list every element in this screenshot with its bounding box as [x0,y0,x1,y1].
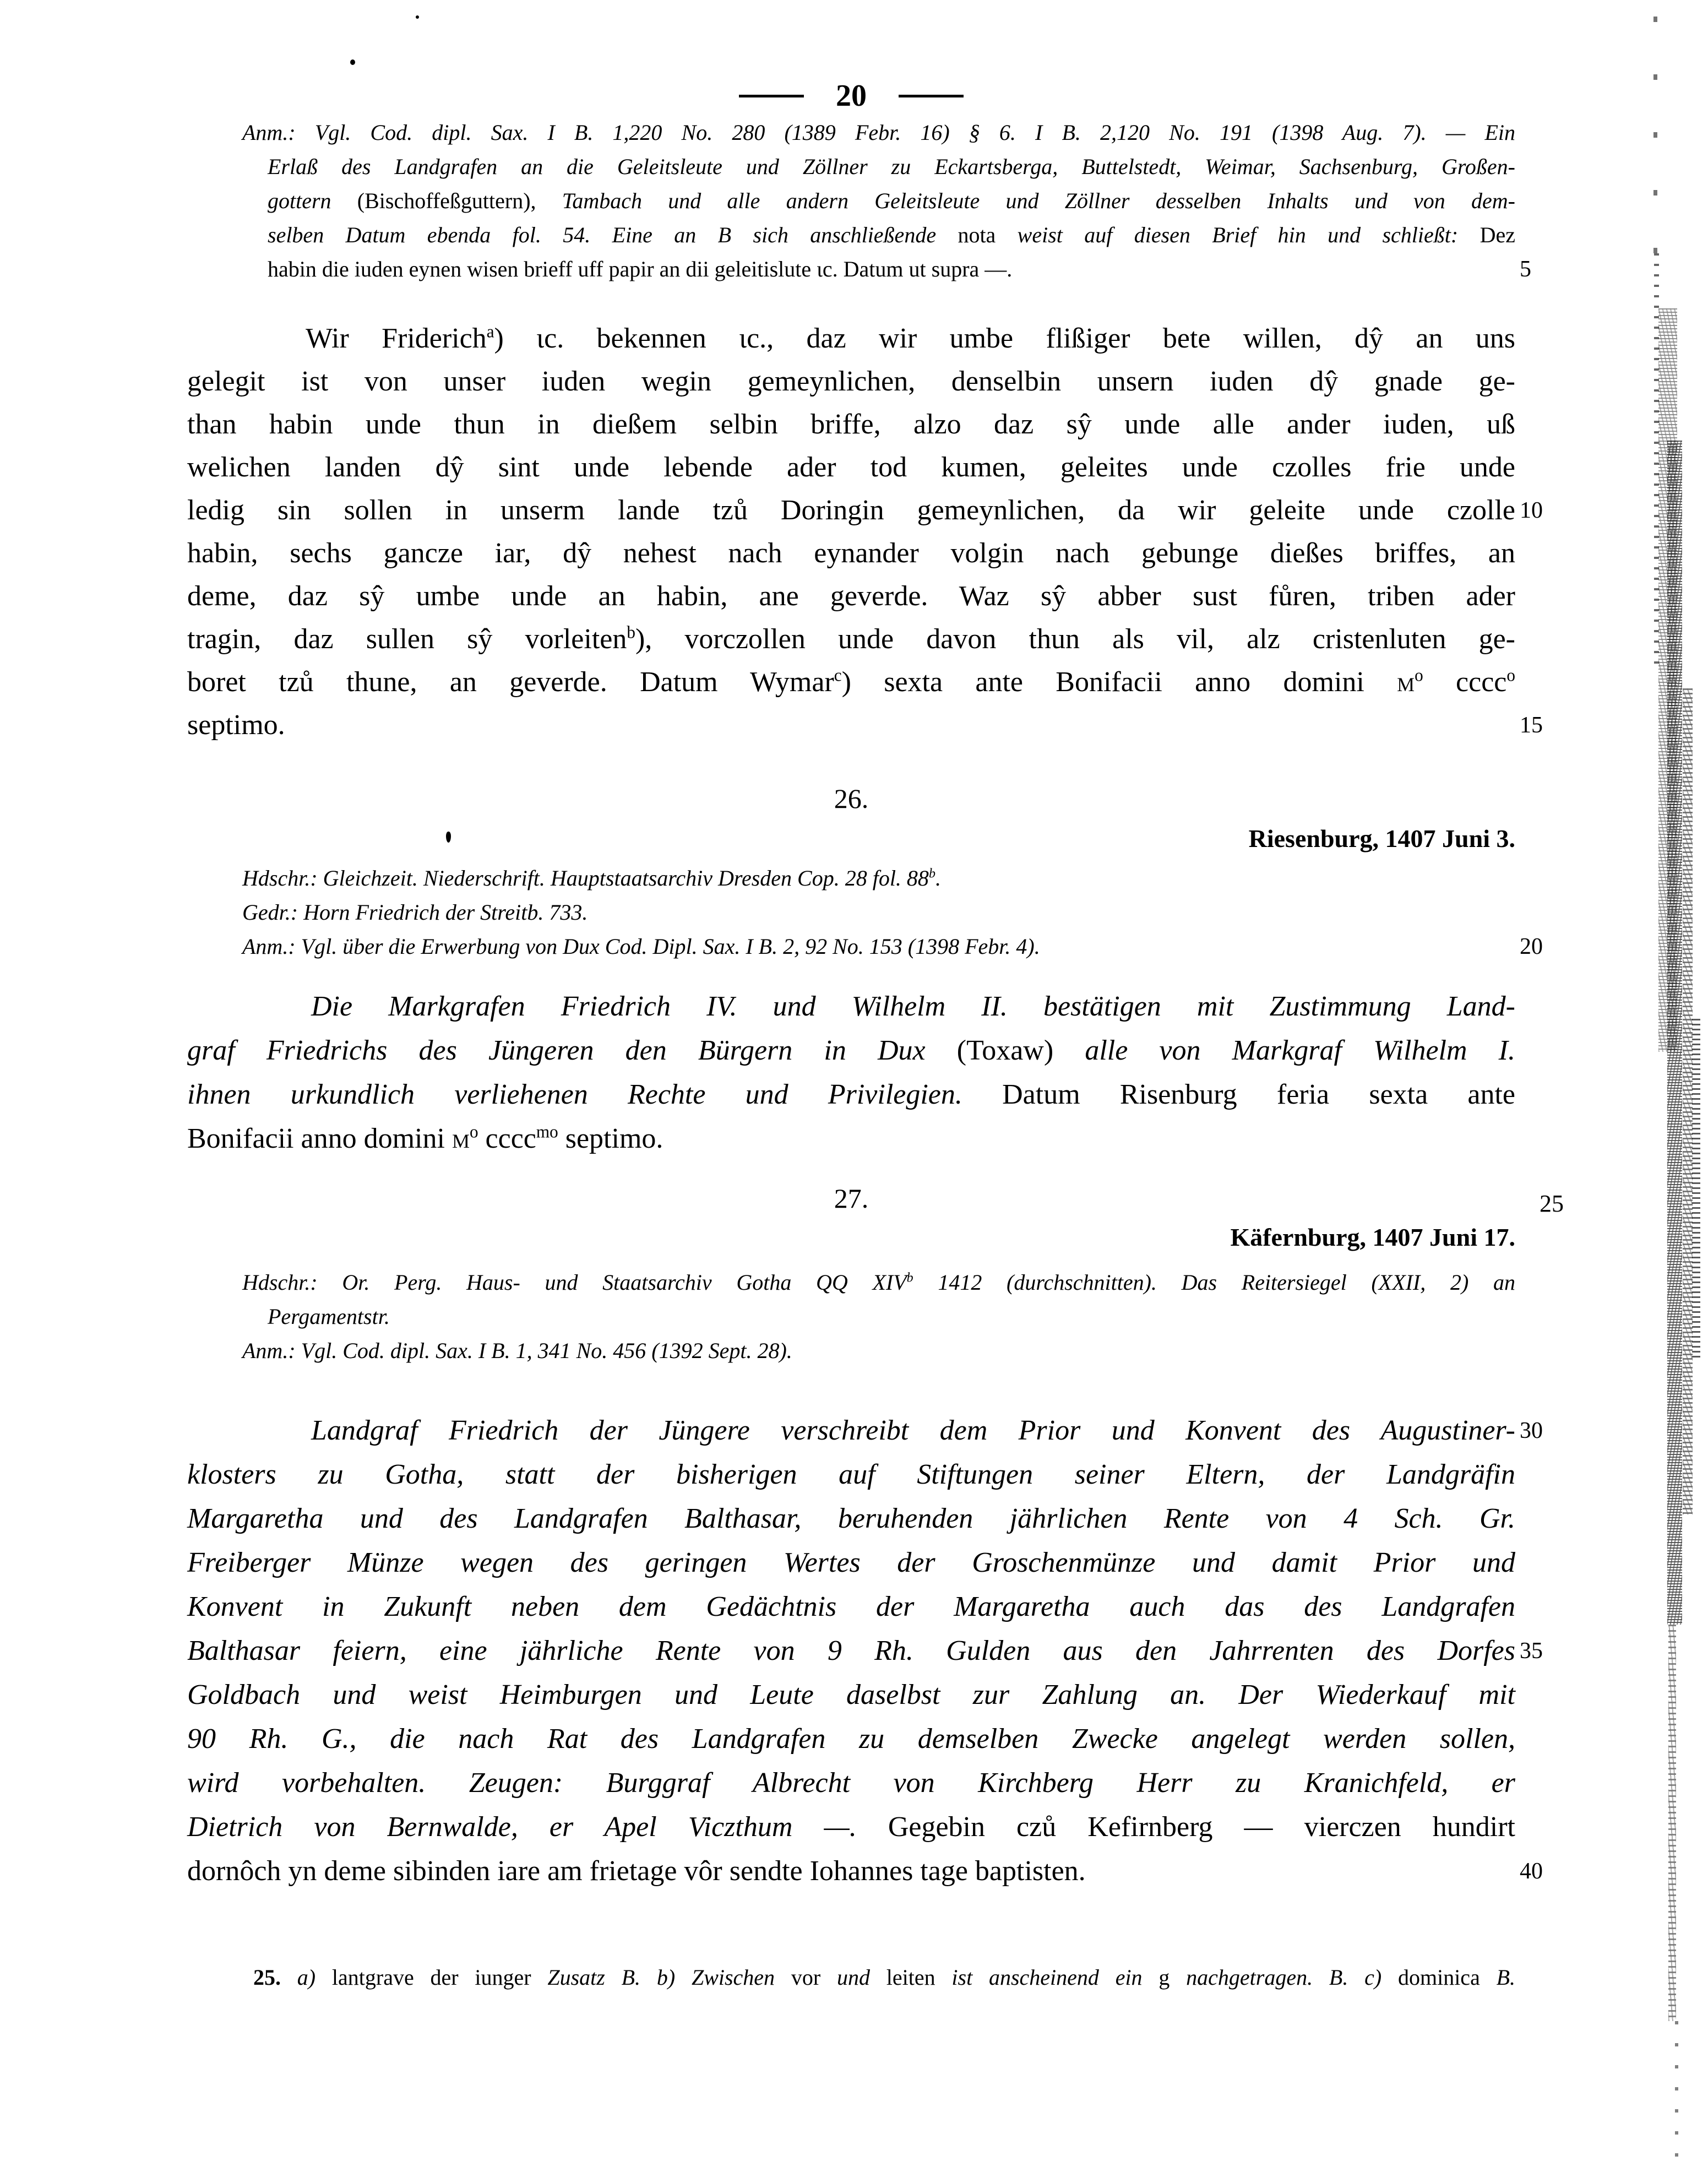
text-run: o [1506,665,1515,685]
entry-26-abstract [187,985,1515,1161]
text-line [187,403,1515,446]
header-rule-right [899,95,964,97]
scan-noise-stripe [1668,1625,1676,2021]
text-run: dominica [1397,1965,1497,1990]
text-line [187,446,1515,489]
text-run: B. [1496,1965,1516,1990]
text-line [187,1629,1543,1673]
text-run: Pergamentstr. [268,1304,390,1329]
text-line [187,1497,1515,1541]
text-run: nachgetragen. B. c) [1186,1965,1398,1990]
text-run: selben Datum ebenda fol. 54. Eine an B sich anschließende [268,222,958,247]
entry-25-text [187,317,1543,747]
text-run: Freiberger Münze wegen des geringen Wertes der Groschenmünze und damit Prior und [187,1547,1515,1578]
text-run: Konvent in Zukunft neben dem Gedächtnis der Margaretha auch das des Landgrafen [187,1591,1515,1622]
entry-26 [187,781,1543,1161]
text-line [187,1849,1543,1893]
text-line [242,218,1515,252]
text-run: 90 Rh. G., die nach Rat des Landgrafen zu demselben Zwecke angelegt werden sollen, [187,1723,1515,1755]
page-header [187,76,1515,116]
text-line [242,861,1515,895]
entry-26-source-notes [242,861,1543,964]
text-line [242,1334,1515,1368]
text-line [187,1541,1515,1585]
margin-line-number: 25 [1540,1190,1564,1217]
text-run: 1412 (durchschnitten). Das Reitersiegel (XXII, 2) an [913,1270,1515,1295]
text-run: b [627,622,635,642]
text-run: habin die iuden eynen wisen brieff uff papir an dii geleitislute ɩc. Datum ut supra —. [268,257,1013,281]
text-run: cccc [478,1123,536,1154]
scan-noise-stripe [1653,17,1657,253]
text-run: gottern [268,188,357,213]
text-run: c [834,665,842,685]
text-run: g [1158,1965,1187,1990]
entry-26-dateline: Riesenburg, 1407 Juni 3. [1248,824,1515,852]
text-run: a) [297,1965,332,1990]
text-line [187,1117,1515,1161]
text-run: Gedr.: Horn Friedrich der Streitb. 733. [242,900,588,925]
text-run: o [469,1122,478,1142]
text-run: a [486,322,494,341]
text-line [242,895,1515,930]
text-line [187,1029,1515,1073]
text-run: septimo. [187,709,285,741]
text-run: than habin unde thun in dießem selbin briffe, alzo daz sŷ unde alle ander iuden, uß [187,409,1515,440]
text-run: welichen landen dŷ sint unde lebende ader tod kumen, geleites unde czolles frie unde [187,452,1515,483]
text-run: m [452,1123,470,1154]
margin-line-number: 15 [1520,713,1543,738]
text-run: nota [958,222,1018,247]
text-run: . [935,866,941,890]
entry-27-dateline: Käfernburg, 1407 Juni 17. [1230,1223,1515,1251]
text-run: o [1415,665,1423,685]
entry-27-number [187,1181,1564,1217]
text-run: ) sexta ante Bonifacii anno domini [841,666,1397,698]
text-run: graf Friedrichs des Jüngeren den Bürgern in Dux [187,1035,957,1066]
margin-line-number: 30 [1520,1418,1543,1443]
text-run: Datum Risenburg feria sexta ante [1002,1079,1515,1110]
text-run: vor [791,1965,837,1990]
text-line [187,1453,1515,1497]
text-run: mo [536,1122,558,1142]
text-run: Erlaß des Landgrafen an die Geleitsleute und Zöllner zu Eckartsberga, Buttelstedt, Weimar, Sachsenburg, Großen- [268,154,1515,179]
text-run: boret tzů thune, an geverde. Datum Wymar [187,666,834,698]
scan-noise-stripe [1683,688,1693,1514]
text-line [187,532,1515,575]
text-run: b [928,866,935,881]
text-line [187,1673,1515,1717]
text-line [187,1805,1515,1849]
text-run: ledig sin sollen in unserm lande tzů Doringin gemeynlichen, da wir geleite unde czolle [187,495,1515,526]
text-line [187,489,1543,532]
text-line [187,1073,1515,1117]
text-run: und [836,1965,886,1990]
entry-26-number-label: 26. [834,783,869,814]
text-line [187,618,1515,661]
text-line [187,1761,1515,1805]
text-line [242,150,1515,184]
margin-line-number: 40 [1520,1859,1543,1884]
text-run: deme, daz sŷ umbe unde an habin, ane geverde. Waz sŷ abber sust fůren, triben ader [187,580,1515,612]
text-line [187,575,1515,618]
margin-line-number: 35 [1520,1638,1543,1664]
text-run: ), vorczollen unde davon thun als vil, alz cristenluten ge- [635,623,1516,655]
text-run: lantgrave der iunger [331,1965,548,1990]
text-run: weist auf diesen Brief hin und schließt: [1017,222,1480,247]
entry-25-source-note [242,116,1531,286]
margin-line-number: 20 [1520,934,1543,959]
text-run: alle von Markgraf Wilhelm I. [1085,1035,1515,1066]
scan-noise-stripe [1667,441,1682,1625]
text-run: septimo. [558,1123,663,1154]
text-line [187,1409,1543,1453]
text-run: Bonifacii anno domini [187,1123,452,1154]
text-run: Die Markgrafen Friedrich IV. und Wilhelm II. bestätigen mit Zustimmung Land- [311,991,1515,1022]
text-line [242,1300,1515,1334]
text-run: Goldbach und weist Heimburgen und Leute daselbst zur Zahlung an. Der Wiederkauf mit [187,1679,1515,1710]
text-run: (Toxaw) [956,1035,1085,1066]
text-run: klosters zu Gotha, statt der bisherigen auf Stiftungen seiner Eltern, der Landgräfin [187,1459,1515,1490]
entry-26-number [187,781,1515,816]
text-run: Dez [1479,222,1515,247]
entry-27-number-label: 27. [834,1183,869,1214]
text-run: Tambach und alle andern Geleitsleute und Zöllner desselben Inhalts und von dem- [562,188,1515,213]
text-run: Wir Friderich [306,323,487,354]
text-run: dornôch yn deme sibinden iare am frietage vôr sendte Iohannes tage baptisten. [187,1855,1086,1887]
scan-noise-stripe [1692,1019,1700,1360]
text-run: ihnen urkundlich verliehenen Rechte und Privilegien. [187,1079,1003,1110]
text-run: ist anscheinend ein [951,1965,1159,1990]
margin-line-number: 10 [1520,498,1543,523]
text-run: Balthasar feiern, eine jährliche Rente von 9 Rh. Gulden aus den Jahrrenten des Dorfes [187,1635,1515,1666]
text-line [242,252,1531,286]
text-line [242,116,1515,150]
text-line [187,1585,1515,1629]
text-line [242,184,1515,218]
entry-27 [187,1181,1564,1893]
text-line [187,661,1515,704]
text-run: leiten [886,1965,952,1990]
text-run: Zusatz B. b) Zwischen [547,1965,791,1990]
text-run: Dietrich von Bernwalde, er Apel Viczthum —. [187,1811,888,1843]
text-run: Margaretha und des Landgrafen Balthasar, beruhenden jährlichen Rente von 4 Sch. Gr. [187,1503,1515,1534]
text-line [187,1717,1515,1761]
text-line [242,1266,1515,1300]
text-line [242,930,1543,964]
text-run: tragin, daz sullen sŷ vorleiten [187,623,627,655]
text-run: Hdschr.: Or. Perg. Haus- und Staatsarchiv Gotha QQ XIV [242,1270,907,1295]
entry-27-abstract [187,1409,1543,1893]
text-run: Anm.: Vgl. Cod. dipl. Sax. I B. 1, 341 No. 456 (1392 Sept. 28). [242,1338,792,1363]
text-run: ) ɩc. bekennen ɩc., daz wir umbe flißiger bete willen, dŷ an uns [494,323,1515,354]
text-line [187,360,1515,403]
text-run: m [1397,666,1415,698]
ink-speck [416,15,419,19]
text-run: Anm.: Vgl. über die Erwerbung von Dux Cod. Dipl. Sax. I B. 2, 92 No. 153 (1398 Febr. 4). [242,934,1040,959]
text-run: cccc [1423,666,1507,698]
ink-speck [350,59,355,65]
text-run: Landgraf Friedrich der Jüngere verschreibt dem Prior und Konvent des Augustiner- [311,1415,1515,1446]
margin-line-number: 5 [1520,257,1531,282]
scan-noise-stripe [1675,2021,1678,2175]
text-run: habin, sechs gancze iar, dŷ nehest nach eynander volgin nach gebunge dießes briffes, an [187,537,1515,569]
footnotes [253,1964,1515,1991]
text-run: (Bischoffeßguttern), [357,188,562,213]
text-run: Hdschr.: Gleichzeit. Niederschrift. Hauptstaatsarchiv Dresden Cop. 28 fol. 88 [242,866,929,890]
text-line [187,317,1515,360]
text-run: gelegit ist von unser iuden wegin gemeynlichen, denselbin unsern iuden dŷ gnade ge- [187,366,1515,397]
text-run: Gegebin czů Kefirnberg — vierczen hundirt [888,1811,1516,1843]
text-run: b [906,1270,913,1285]
text-run: 25. [253,1965,297,1990]
text-column [187,76,1564,1991]
entry-25 [187,116,1543,747]
text-line [187,704,1543,747]
entry-27-source-notes [242,1266,1515,1368]
page-number: 20 [836,79,867,113]
text-run: wird vorbehalten. Zeugen: Burggraf Albrecht von Kirchberg Herr zu Kranichfeld, er [187,1767,1515,1799]
text-line [187,985,1515,1029]
text-line [253,1964,1515,1991]
text-run: Anm.: Vgl. Cod. dipl. Sax. I B. 1,220 No. 280 (1389 Febr. 16) § 6. I B. 2,120 No. 191 (1398 Aug. 7). — Ein [242,120,1515,145]
header-rule-left [739,95,804,97]
